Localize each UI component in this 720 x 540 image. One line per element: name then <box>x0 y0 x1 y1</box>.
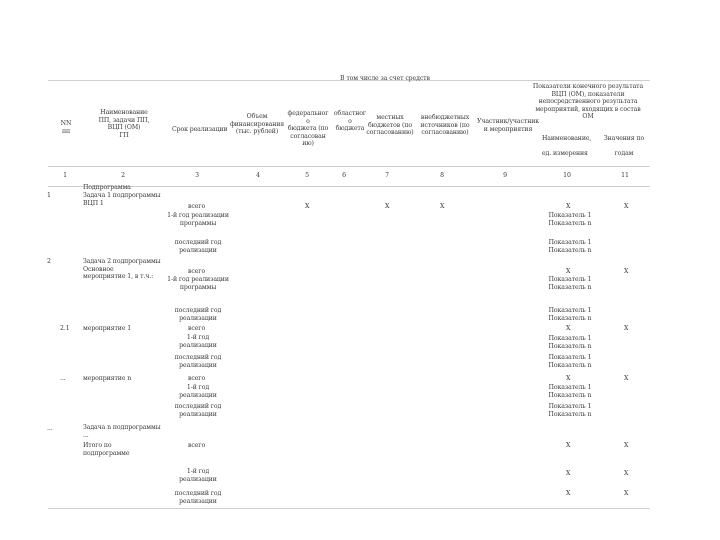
task-n-name: Задача n подпрограммы ... <box>83 424 161 439</box>
row-2-1-name: мероприятие 1 <box>83 325 132 332</box>
column-number: 10 <box>563 172 571 179</box>
row-n-indicator-x: Х <box>566 375 571 382</box>
row-1-first-year: 1-й год реализации программы <box>167 212 229 227</box>
table-bottom-line <box>48 508 650 509</box>
row-2-first-year: 1-й год реализации программы <box>167 276 229 291</box>
row-2-last-year: последний год реализации <box>174 307 222 322</box>
row-2-total: всего <box>188 268 206 275</box>
row-2-1-first-year: 1-й год реализации <box>179 334 217 349</box>
total-indicator-x: Х <box>566 442 571 449</box>
column-number: 3 <box>195 172 199 179</box>
row-2-indicators-b: Показатель 1 Показатель n <box>548 307 592 322</box>
row-2-1-value-x: Х <box>624 325 629 332</box>
column-number: 7 <box>385 172 389 179</box>
row-n-indicators-a: Показатель 1 Показатель n <box>548 384 592 399</box>
row-2-indicator-x: Х <box>566 268 571 275</box>
row-1-last-year: последний год реализации <box>174 239 222 254</box>
total-value-x: Х <box>624 442 629 449</box>
header-oblast: областног о бюджета <box>333 110 367 132</box>
row-2-1-total: всего <box>188 325 206 332</box>
column-number: 9 <box>503 172 507 179</box>
row-2-1-last-year: последний год реализации <box>174 354 222 369</box>
total-name: Итого по подпрограмме <box>83 442 130 457</box>
row-n-last-year: последний год реализации <box>174 403 222 418</box>
header-indicator-name: Наименование, ед. измерения <box>542 135 592 157</box>
row-n-first-year: 1-й год реализации <box>179 384 217 399</box>
column-number: 11 <box>621 172 629 179</box>
row-2-value-x: Х <box>624 268 629 275</box>
header-local: местных бюджетов (по согласованию) <box>366 114 414 136</box>
row-1-local-x: Х <box>385 203 390 210</box>
row-n-indicators-b: Показатель 1 Показатель n <box>548 403 592 418</box>
header-volume: Объем финансирования (тыс. рублей) <box>229 113 285 135</box>
row-1-value-x: Х <box>624 203 629 210</box>
row-n-total: всего <box>188 375 206 382</box>
row-2-1-number: 2.1 <box>60 325 70 332</box>
total-sum: всего <box>188 442 206 449</box>
header-period: Срок реализации <box>172 126 228 133</box>
row-2-name: Задача 2 подпрограммы Основное мероприятие 1, в т.ч.: <box>83 258 161 280</box>
row-1-federal-x: Х <box>305 203 310 210</box>
column-number: 8 <box>440 172 444 179</box>
total-first-year: 1-й год реализации <box>179 468 217 483</box>
row-1-number: 1 <box>47 192 51 199</box>
column-number: 4 <box>256 172 260 179</box>
row-n-number: ... <box>60 375 66 382</box>
column-number: 2 <box>121 172 125 179</box>
header-bottom-line <box>48 166 650 167</box>
row-1-indicators-b: Показатель 1 Показатель n <box>548 239 592 254</box>
column-number: 6 <box>342 172 346 179</box>
header-federal: федеральног о бюджета (по согласован ию) <box>287 110 329 147</box>
header-indicators: Показатели конечного результата ВЦП (ОМ), показатели непосредственного результата мероприятий, входящих в состав ОМ <box>532 83 644 120</box>
column-number: 5 <box>305 172 309 179</box>
row-1-name: Задача 1 подпрограммы ВЦП 1 <box>83 192 161 207</box>
header-group-title: В том числе за счет средств <box>340 75 430 82</box>
total-first-indicator-x: Х <box>566 470 571 477</box>
row-2-1-indicator-x: Х <box>566 325 571 332</box>
total-last-value-x: Х <box>624 490 629 497</box>
row-2-1-indicators-a: Показатель 1 Показатель n <box>548 335 592 350</box>
column-number: 1 <box>63 172 67 179</box>
row-1-indicators-a: Показатель 1 Показатель n <box>548 212 592 227</box>
task-n-number: ... <box>47 425 53 432</box>
header-nn: NN пп <box>60 120 72 135</box>
row-n-name: мероприятие n <box>83 375 132 382</box>
row-1-extra-x: Х <box>440 203 445 210</box>
numbers-bottom-line <box>48 186 650 187</box>
total-last-indicator-x: Х <box>566 490 571 497</box>
header-name: Наименование ПП, задачи ПП, ВЦП (ОМ) ГП <box>98 109 150 139</box>
row-2-number: 2 <box>47 258 51 265</box>
total-first-value-x: Х <box>624 470 629 477</box>
header-extra: внебюджетных источников (по согласованию) <box>420 114 470 136</box>
header-participants: Участник/участник и мероприятия <box>476 118 540 133</box>
row-2-indicators-a: Показатель 1 Показатель n <box>548 276 592 291</box>
row-1-total: всего <box>188 203 206 210</box>
row-n-value-x: Х <box>624 375 629 382</box>
row-1-indicator-x: Х <box>566 203 571 210</box>
total-last-year: последний год реализации <box>174 490 222 505</box>
header-indicator-value: Значения по годам <box>603 135 645 157</box>
subprogram-label: Подпрограмма <box>83 184 131 191</box>
row-2-1-indicators-b: Показатель 1 Показатель n <box>548 354 592 369</box>
